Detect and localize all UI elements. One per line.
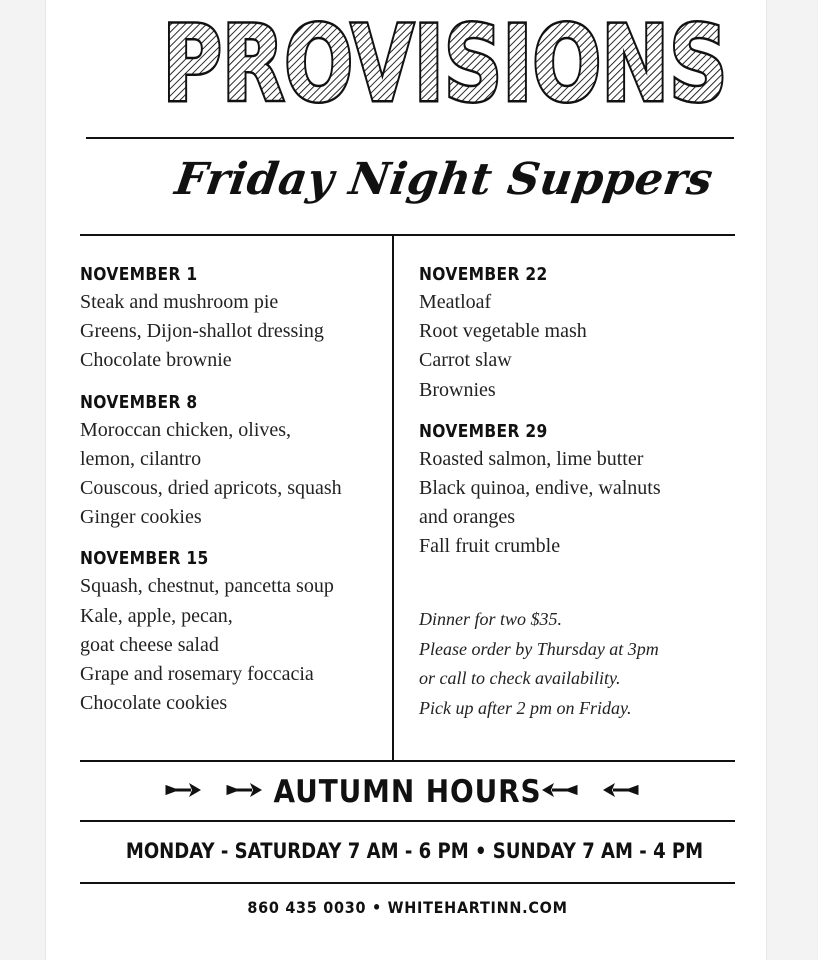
provisions-title	[123, 3, 768, 125]
menu-day	[419, 262, 719, 405]
menu-item: goat cheese salad	[80, 633, 219, 656]
menu-item: Meatloaf	[419, 291, 492, 313]
menu-day	[80, 546, 380, 718]
menu-item: and oranges	[419, 506, 516, 529]
menu-item: Grape and rosemary foccacia	[80, 663, 314, 686]
note-line: or call to check availability.	[419, 668, 621, 688]
menu-item: Chocolate brownie	[80, 349, 232, 372]
menu-date: NOVEMBER 15	[80, 548, 209, 570]
menu-item: Black quinoa, endive, walnuts	[419, 477, 661, 500]
top-rule	[86, 137, 734, 139]
menu-item: Fall fruit crumble	[419, 535, 561, 558]
arrow-left-icon	[542, 781, 576, 799]
menu-item: Root vegetable mash	[419, 320, 587, 343]
opening-hours: MONDAY - SATURDAY 7 AM - 6 PM • SUNDAY 7 AM - 4 PM	[125, 839, 704, 863]
menu-item: Moroccan chicken, olives,	[80, 418, 292, 441]
autumn-hours-banner	[80, 762, 735, 820]
section-rule	[80, 234, 735, 236]
menu-day	[80, 262, 380, 376]
menu-item: Brownies	[419, 378, 496, 401]
menu-item: Chocolate cookies	[80, 692, 228, 715]
menu-item: Roasted salmon, lime butter	[419, 447, 644, 470]
friday-night-suppers-heading: Friday Night Suppers	[171, 154, 717, 205]
note-line: Pick up after 2 pm on Friday.	[419, 697, 632, 718]
menu-item: Ginger cookies	[80, 506, 202, 529]
menu-flyer	[45, 0, 767, 960]
menu-date: NOVEMBER 22	[419, 264, 548, 285]
menu-item: lemon, cilantro	[80, 447, 202, 470]
arrow-left-icon	[603, 781, 637, 799]
menu-date: NOVEMBER 8	[80, 391, 198, 413]
provisions-title-text: PROVISIONS	[162, 3, 728, 125]
hours-bottom-rule	[80, 820, 735, 822]
menu-date: NOVEMBER 1	[80, 264, 198, 285]
menu-item: Carrot slaw	[419, 349, 512, 372]
column-divider	[392, 236, 394, 760]
provisions-wordmark	[123, 3, 768, 125]
menu-column-right	[419, 262, 719, 576]
menu-item: Kale, apple, pecan,	[80, 604, 233, 627]
menu-day	[419, 419, 719, 562]
ordering-note	[419, 605, 719, 723]
menu-item: Couscous, dried apricots, squash	[80, 477, 342, 500]
menu-date: NOVEMBER 29	[419, 420, 548, 442]
note-line: Please order by Thursday at 3pm	[419, 638, 659, 659]
contact-rule	[80, 882, 735, 884]
menu-day	[80, 390, 380, 533]
autumn-hours-title: AUTUMN HOURS	[273, 774, 542, 810]
note-line: Dinner for two $35.	[419, 609, 563, 629]
menu-item: Squash, chestnut, pancetta soup	[80, 575, 334, 598]
menu-item: Greens, Dijon-shallot dressing	[80, 320, 324, 343]
contact-info: 860 435 0030 • WHITEHARTINN.COM	[247, 898, 568, 917]
menu-column-left	[80, 262, 380, 732]
menu-item: Steak and mushroom pie	[80, 291, 279, 313]
